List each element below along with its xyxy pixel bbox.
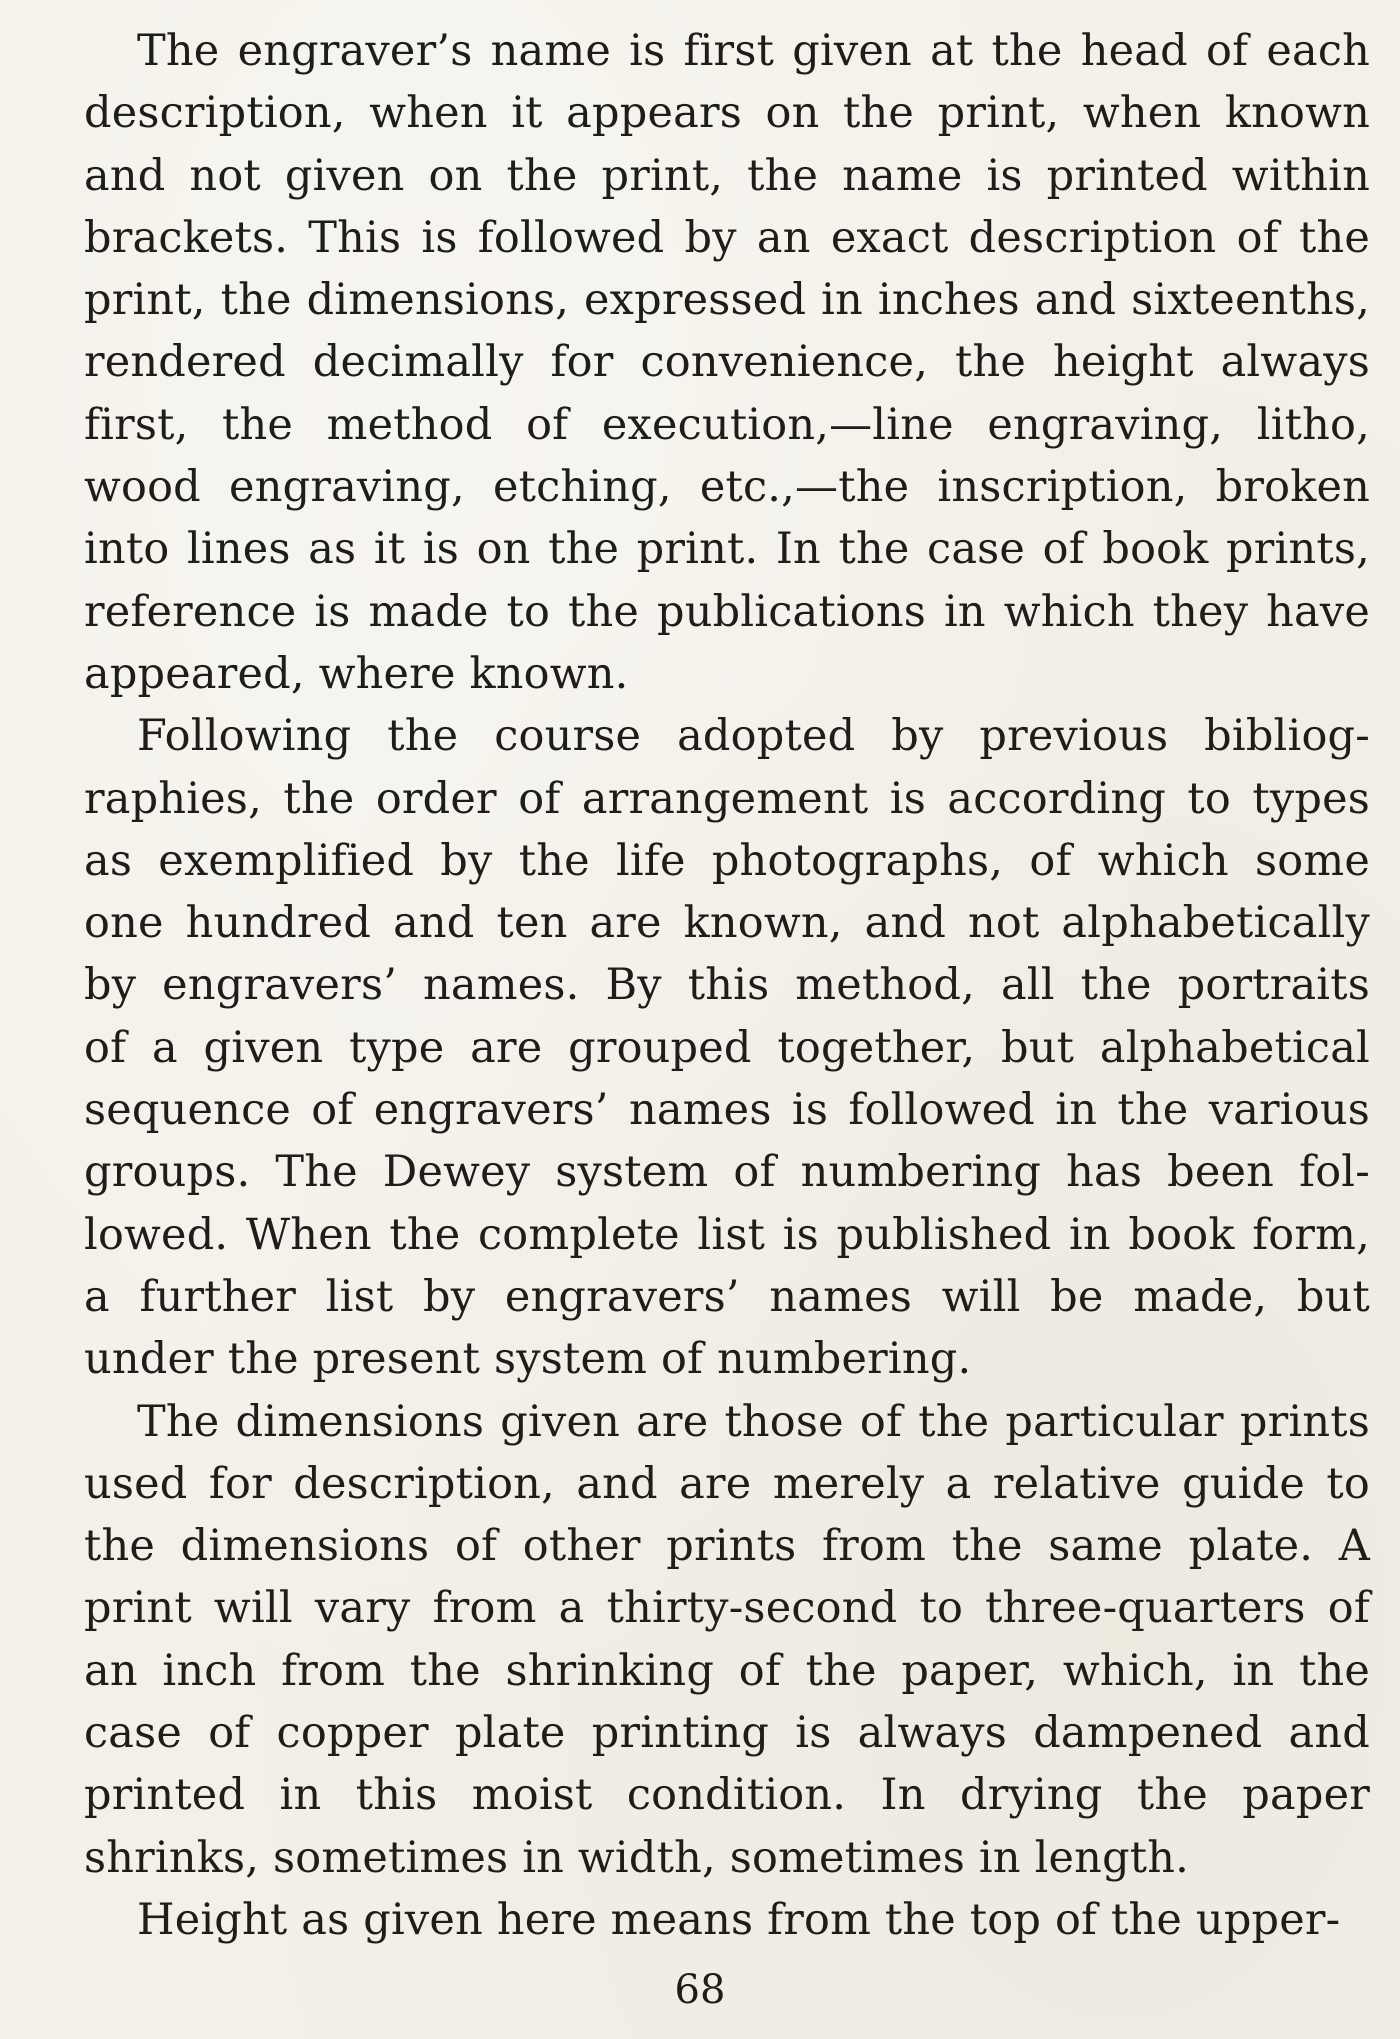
body-text bbox=[84, 20, 1370, 1951]
text-line: Following the course adopted by previous bibliog- bbox=[137, 711, 1370, 762]
text-line: as exemplified by the life photographs, of which some bbox=[84, 835, 1370, 886]
text-line: shrinks, sometimes in width, sometimes in length. bbox=[84, 1832, 1190, 1883]
paragraph bbox=[84, 1889, 1370, 1951]
text-line: case of copper plate printing is always dampened and bbox=[84, 1708, 1370, 1759]
text-line: raphies, the order of arrangement is according to types bbox=[84, 773, 1370, 824]
text-line: groups. The Dewey system of numbering has been fol- bbox=[84, 1147, 1370, 1198]
text-line: brackets. This is followed by an exact description of the bbox=[84, 212, 1370, 263]
text-line: by engravers’ names. By this method, all the portraits bbox=[84, 960, 1370, 1011]
text-line: rendered decimally for convenience, the height always bbox=[84, 337, 1370, 388]
paragraph bbox=[84, 705, 1370, 1390]
text-line: appeared, where known. bbox=[84, 648, 629, 699]
text-line: an inch from the shrinking of the paper, which, in the bbox=[84, 1645, 1370, 1696]
text-line: into lines as it is on the print. In the case of book prints, bbox=[84, 524, 1370, 575]
text-line: one hundred and ten are known, and not alphabetically bbox=[84, 898, 1370, 949]
text-line: print, the dimensions, expressed in inches and sixteenths, bbox=[84, 275, 1370, 326]
paragraph bbox=[84, 20, 1370, 705]
text-line: printed in this moist condition. In drying the paper bbox=[84, 1770, 1370, 1821]
text-line: and not given on the print, the name is printed within bbox=[84, 150, 1370, 201]
text-line: of a given type are grouped together, but alphabetical bbox=[84, 1022, 1370, 1073]
text-line: The engraver’s name is first given at the head of each bbox=[137, 26, 1370, 76]
text-line: sequence of engravers’ names is followed in the various bbox=[84, 1085, 1370, 1136]
text-line: under the present system of numbering. bbox=[84, 1334, 972, 1385]
text-line: Height as given here means from the top of the upper- bbox=[137, 1894, 1341, 1945]
text-line: description, when it appears on the print, when known bbox=[84, 88, 1370, 139]
text-line: The dimensions given are those of the particular prints bbox=[137, 1396, 1370, 1447]
text-line: a further list by engravers’ names will be made, but bbox=[84, 1271, 1370, 1322]
text-line: lowed. When the complete list is published in book form, bbox=[84, 1209, 1370, 1260]
text-line: the dimensions of other prints from the same plate. A bbox=[84, 1521, 1370, 1572]
text-line: first, the method of execution,—line engraving, litho, bbox=[84, 399, 1370, 450]
text-line: reference is made to the publications in which they have bbox=[84, 586, 1370, 637]
paragraph bbox=[84, 1391, 1370, 1889]
text-line: print will vary from a thirty-second to three-quarters of bbox=[84, 1583, 1370, 1634]
text-line: used for description, and are merely a relative guide to bbox=[84, 1458, 1370, 1509]
text-line: wood engraving, etching, etc.,—the inscription, broken bbox=[84, 462, 1370, 513]
page-number: 68 bbox=[674, 1967, 726, 2013]
